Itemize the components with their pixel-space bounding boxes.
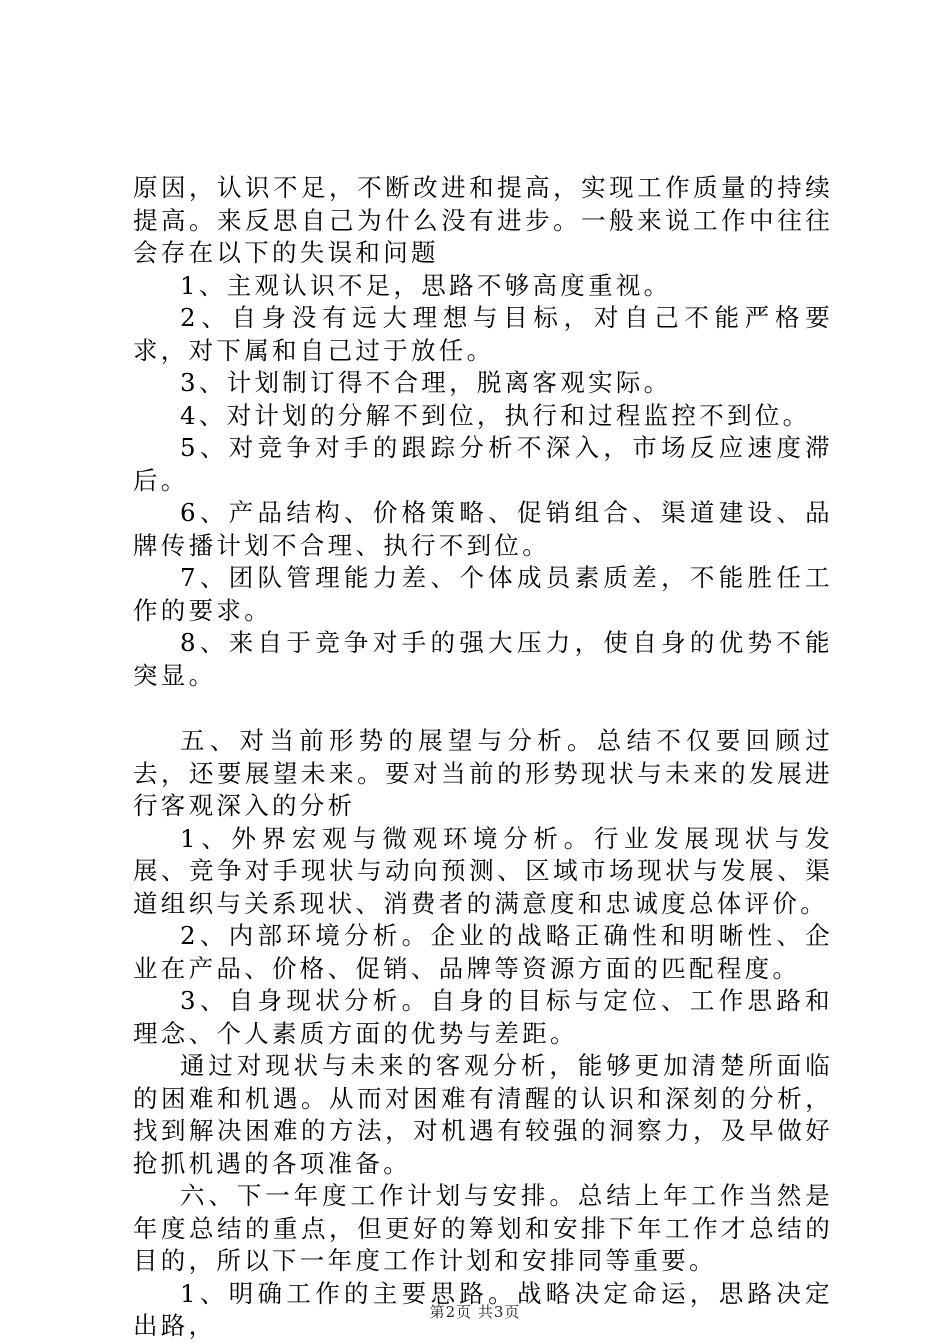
list-item: 4、对计划的分解不到位，执行和过程监控不到位。	[180, 400, 811, 430]
paragraph-spacer	[133, 692, 833, 725]
document-body	[133, 172, 833, 1343]
list-item: 7、团队管理能力差、个体成员素质差，不能胜任工作的要求。	[133, 563, 833, 625]
list-item: 8、来自于竞争对手的强大压力，使自身的优势不能突显。	[133, 628, 833, 690]
section-heading-paragraph: 六、下一年度工作计划与安排。总结上年工作当然是年度总结的重点，但更好的筹划和安排下年工作才总结的目的，所以下一年度工作计划和安排同等重要。	[133, 1181, 833, 1275]
paragraph-intro: 原因，认识不足，不断改进和提高，实现工作质量的持续提高。来反思自己为什么没有进步。一般来说工作中往往会存在以下的失误和问题	[133, 173, 833, 267]
section-heading-paragraph: 五、对当前形势的展望与分析。总结不仅要回顾过去，还要展望未来。要对当前的形势现状与未来的发展进行客观深入的分析	[133, 726, 833, 820]
page-number-footer: 第2页 共3页	[429, 1303, 521, 1321]
list-item: 1、明确工作的主要思路。战略决定命运，思路决定出路，	[133, 1278, 833, 1340]
list-item: 6、产品结构、价格策略、促销组合、渠道建设、品牌传播计划不合理、执行不到位。	[133, 498, 833, 560]
list-item: 3、自身现状分析。自身的目标与定位、工作思路和理念、个人素质方面的优势与差距。	[133, 986, 833, 1048]
list-item: 1、外界宏观与微观环境分析。行业发展现状与发展、竞争对手现状与动向预测、区域市场现状与发展、渠道组织与关系现状、消费者的满意度和忠诚度总体评价。	[133, 823, 833, 918]
body-paragraph: 通过对现状与未来的客观分析，能够更加清楚所面临的困难和机遇。从而对困难有清醒的认识和深刻的分析，找到解决困难的方法，对机遇有较强的洞察力，及早做好抢抓机遇的各项准备。	[133, 1051, 833, 1178]
list-item: 2、内部环境分析。企业的战略正确性和明晰性、企业在产品、价格、促销、品牌等资源方面的匹配程度。	[133, 921, 833, 983]
list-item: 1、主观认识不足，思路不够高度重视。	[180, 270, 672, 300]
list-item: 5、对竞争对手的跟踪分析不深入，市场反应速度滞后。	[133, 433, 833, 495]
list-item: 2、自身没有远大理想与目标，对自己不能严格要求，对下属和自己过于放任。	[133, 303, 833, 365]
list-item: 3、计划制订得不合理，脱离客观实际。	[180, 368, 672, 397]
